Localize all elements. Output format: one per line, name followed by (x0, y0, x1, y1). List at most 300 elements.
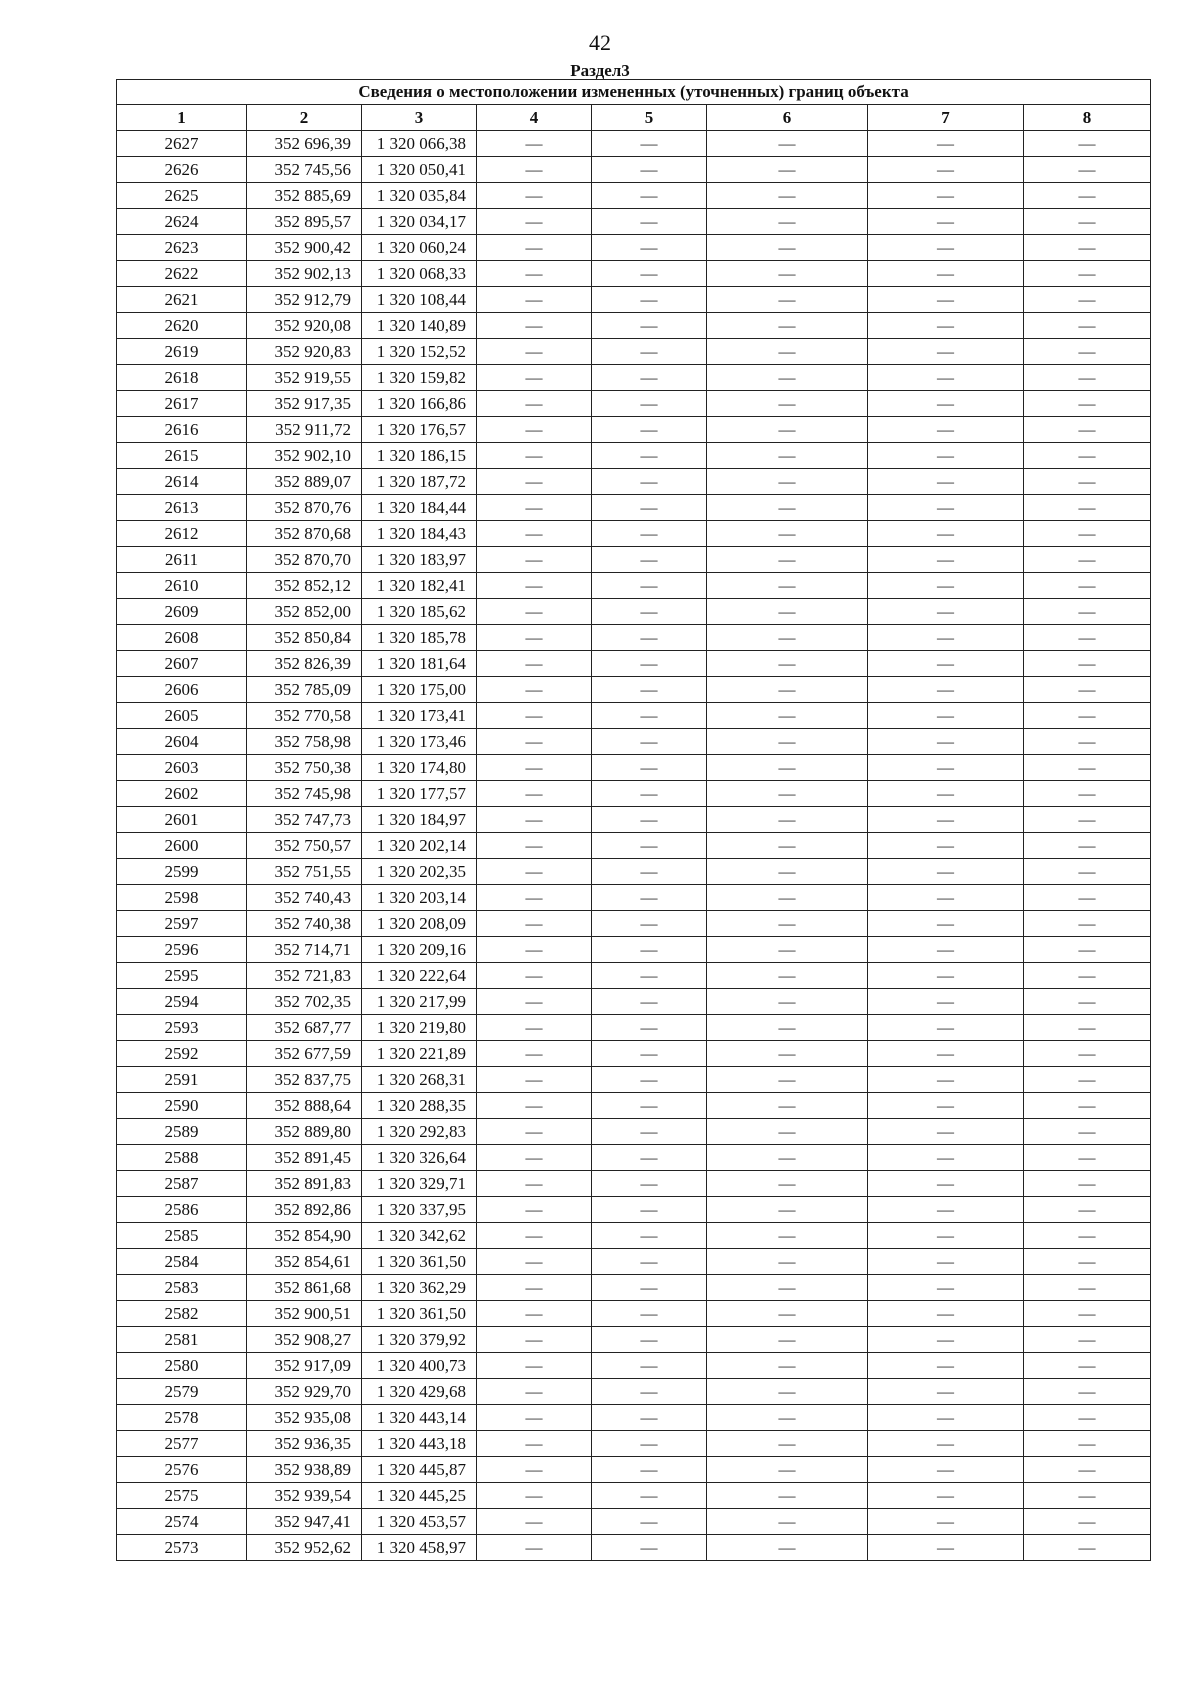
page-number: 42 (589, 30, 611, 55)
empty-cell: — (477, 235, 592, 261)
empty-cell: — (1024, 781, 1151, 807)
empty-cell: — (477, 417, 592, 443)
empty-cell: — (868, 261, 1024, 287)
point-number-cell: 2616 (117, 417, 247, 443)
y-coordinate-cell: 1 320 152,52 (362, 339, 477, 365)
x-coordinate-cell: 352 936,35 (247, 1431, 362, 1457)
point-number-cell: 2604 (117, 729, 247, 755)
empty-cell: — (477, 547, 592, 573)
empty-cell: — (592, 781, 707, 807)
y-coordinate-cell: 1 320 166,86 (362, 391, 477, 417)
empty-cell: — (707, 209, 868, 235)
empty-cell: — (477, 1483, 592, 1509)
x-coordinate-cell: 352 891,83 (247, 1171, 362, 1197)
empty-cell: — (868, 495, 1024, 521)
empty-cell: — (1024, 1483, 1151, 1509)
empty-cell: — (1024, 131, 1151, 157)
y-coordinate-cell: 1 320 184,97 (362, 807, 477, 833)
empty-cell: — (1024, 625, 1151, 651)
empty-cell: — (707, 1145, 868, 1171)
empty-cell: — (592, 365, 707, 391)
empty-cell: — (707, 313, 868, 339)
table-row (117, 807, 1151, 833)
empty-cell: — (868, 469, 1024, 495)
empty-cell: — (592, 755, 707, 781)
empty-cell: — (477, 495, 592, 521)
empty-cell: — (707, 573, 868, 599)
empty-cell: — (1024, 1509, 1151, 1535)
empty-cell: — (868, 807, 1024, 833)
empty-cell: — (1024, 963, 1151, 989)
table-row (117, 1067, 1151, 1093)
x-coordinate-cell: 352 852,00 (247, 599, 362, 625)
empty-cell: — (592, 729, 707, 755)
empty-cell: — (477, 313, 592, 339)
x-coordinate-cell: 352 714,71 (247, 937, 362, 963)
empty-cell: — (592, 937, 707, 963)
point-number-cell: 2592 (117, 1041, 247, 1067)
empty-cell: — (592, 859, 707, 885)
table-row (117, 1249, 1151, 1275)
empty-cell: — (1024, 1301, 1151, 1327)
empty-cell: — (477, 1327, 592, 1353)
empty-cell: — (868, 963, 1024, 989)
empty-cell: — (707, 547, 868, 573)
empty-cell: — (707, 443, 868, 469)
column-header: 4 (477, 105, 592, 131)
table-row (117, 495, 1151, 521)
y-coordinate-cell: 1 320 326,64 (362, 1145, 477, 1171)
empty-cell: — (868, 703, 1024, 729)
empty-cell: — (592, 313, 707, 339)
empty-cell: — (707, 1457, 868, 1483)
empty-cell: — (707, 729, 868, 755)
empty-cell: — (1024, 1041, 1151, 1067)
point-number-cell: 2605 (117, 703, 247, 729)
empty-cell: — (868, 1171, 1024, 1197)
empty-cell: — (477, 937, 592, 963)
empty-cell: — (707, 287, 868, 313)
empty-cell: — (1024, 469, 1151, 495)
point-number-cell: 2576 (117, 1457, 247, 1483)
x-coordinate-cell: 352 902,13 (247, 261, 362, 287)
point-number-cell: 2608 (117, 625, 247, 651)
y-coordinate-cell: 1 320 221,89 (362, 1041, 477, 1067)
empty-cell: — (707, 1223, 868, 1249)
empty-cell: — (868, 911, 1024, 937)
empty-cell: — (477, 807, 592, 833)
empty-cell: — (592, 1067, 707, 1093)
y-coordinate-cell: 1 320 183,97 (362, 547, 477, 573)
empty-cell: — (707, 963, 868, 989)
empty-cell: — (707, 911, 868, 937)
empty-cell: — (707, 599, 868, 625)
x-coordinate-cell: 352 917,35 (247, 391, 362, 417)
x-coordinate-cell: 352 870,76 (247, 495, 362, 521)
x-coordinate-cell: 352 870,70 (247, 547, 362, 573)
table-row (117, 1457, 1151, 1483)
table-row (117, 1509, 1151, 1535)
empty-cell: — (592, 1431, 707, 1457)
empty-cell: — (868, 1379, 1024, 1405)
table-row (117, 599, 1151, 625)
x-coordinate-cell: 352 889,07 (247, 469, 362, 495)
empty-cell: — (868, 859, 1024, 885)
empty-cell: — (477, 1249, 592, 1275)
table-row (117, 1145, 1151, 1171)
empty-cell: — (592, 1145, 707, 1171)
point-number-cell: 2591 (117, 1067, 247, 1093)
empty-cell: — (1024, 1275, 1151, 1301)
empty-cell: — (477, 287, 592, 313)
empty-cell: — (868, 1275, 1024, 1301)
empty-cell: — (707, 1249, 868, 1275)
empty-cell: — (868, 1067, 1024, 1093)
y-coordinate-cell: 1 320 181,64 (362, 651, 477, 677)
y-coordinate-cell: 1 320 060,24 (362, 235, 477, 261)
x-coordinate-cell: 352 938,89 (247, 1457, 362, 1483)
point-number-cell: 2601 (117, 807, 247, 833)
empty-cell: — (477, 859, 592, 885)
empty-cell: — (592, 469, 707, 495)
y-coordinate-cell: 1 320 173,41 (362, 703, 477, 729)
point-number-cell: 2573 (117, 1535, 247, 1561)
table-row (117, 469, 1151, 495)
point-number-cell: 2595 (117, 963, 247, 989)
empty-cell: — (1024, 677, 1151, 703)
empty-cell: — (868, 937, 1024, 963)
table-row (117, 963, 1151, 989)
empty-cell: — (592, 131, 707, 157)
empty-cell: — (707, 1379, 868, 1405)
empty-cell: — (592, 1353, 707, 1379)
empty-cell: — (1024, 313, 1151, 339)
empty-cell: — (592, 1223, 707, 1249)
table-row (117, 417, 1151, 443)
empty-cell: — (592, 261, 707, 287)
empty-cell: — (592, 599, 707, 625)
empty-cell: — (1024, 1093, 1151, 1119)
empty-cell: — (477, 1509, 592, 1535)
table-row (117, 729, 1151, 755)
empty-cell: — (707, 157, 868, 183)
empty-cell: — (592, 573, 707, 599)
empty-cell: — (707, 1093, 868, 1119)
empty-cell: — (1024, 599, 1151, 625)
empty-cell: — (477, 1067, 592, 1093)
point-number-cell: 2582 (117, 1301, 247, 1327)
x-coordinate-cell: 352 785,09 (247, 677, 362, 703)
empty-cell: — (868, 599, 1024, 625)
empty-cell: — (868, 1249, 1024, 1275)
empty-cell: — (592, 287, 707, 313)
y-coordinate-cell: 1 320 453,57 (362, 1509, 477, 1535)
empty-cell: — (477, 261, 592, 287)
point-number-cell: 2583 (117, 1275, 247, 1301)
x-coordinate-cell: 352 908,27 (247, 1327, 362, 1353)
column-header: 1 (117, 105, 247, 131)
y-coordinate-cell: 1 320 202,14 (362, 833, 477, 859)
empty-cell: — (477, 1015, 592, 1041)
table-row (117, 287, 1151, 313)
y-coordinate-cell: 1 320 175,00 (362, 677, 477, 703)
x-coordinate-cell: 352 929,70 (247, 1379, 362, 1405)
empty-cell: — (1024, 911, 1151, 937)
point-number-cell: 2593 (117, 1015, 247, 1041)
x-coordinate-cell: 352 747,73 (247, 807, 362, 833)
empty-cell: — (707, 1535, 868, 1561)
table-row (117, 1405, 1151, 1431)
empty-cell: — (477, 833, 592, 859)
y-coordinate-cell: 1 320 177,57 (362, 781, 477, 807)
empty-cell: — (707, 677, 868, 703)
y-coordinate-cell: 1 320 176,57 (362, 417, 477, 443)
empty-cell: — (868, 209, 1024, 235)
empty-cell: — (868, 1093, 1024, 1119)
table-row (117, 859, 1151, 885)
empty-cell: — (592, 235, 707, 261)
point-number-cell: 2575 (117, 1483, 247, 1509)
y-coordinate-cell: 1 320 066,38 (362, 131, 477, 157)
empty-cell: — (592, 521, 707, 547)
table-row (117, 1379, 1151, 1405)
empty-cell: — (707, 391, 868, 417)
y-coordinate-cell: 1 320 429,68 (362, 1379, 477, 1405)
y-coordinate-cell: 1 320 184,43 (362, 521, 477, 547)
x-coordinate-cell: 352 740,38 (247, 911, 362, 937)
empty-cell: — (1024, 651, 1151, 677)
column-header: 2 (247, 105, 362, 131)
point-number-cell: 2596 (117, 937, 247, 963)
empty-cell: — (1024, 1171, 1151, 1197)
empty-cell: — (1024, 1431, 1151, 1457)
empty-cell: — (868, 573, 1024, 599)
table-body (117, 131, 1151, 1561)
x-coordinate-cell: 352 837,75 (247, 1067, 362, 1093)
table-row (117, 521, 1151, 547)
point-number-cell: 2577 (117, 1431, 247, 1457)
empty-cell: — (1024, 417, 1151, 443)
y-coordinate-cell: 1 320 362,29 (362, 1275, 477, 1301)
empty-cell: — (1024, 261, 1151, 287)
table-row (117, 1301, 1151, 1327)
empty-cell: — (1024, 1379, 1151, 1405)
empty-cell: — (592, 625, 707, 651)
empty-cell: — (707, 365, 868, 391)
point-number-cell: 2578 (117, 1405, 247, 1431)
empty-cell: — (707, 885, 868, 911)
empty-cell: — (707, 625, 868, 651)
empty-cell: — (477, 443, 592, 469)
point-number-cell: 2580 (117, 1353, 247, 1379)
table-row (117, 313, 1151, 339)
table-row (117, 1223, 1151, 1249)
empty-cell: — (868, 781, 1024, 807)
empty-cell: — (1024, 1249, 1151, 1275)
table-row (117, 651, 1151, 677)
empty-cell: — (868, 183, 1024, 209)
empty-cell: — (592, 1119, 707, 1145)
empty-cell: — (707, 1327, 868, 1353)
empty-cell: — (707, 833, 868, 859)
table-row (117, 1015, 1151, 1041)
empty-cell: — (707, 1119, 868, 1145)
empty-cell: — (1024, 937, 1151, 963)
empty-cell: — (592, 443, 707, 469)
empty-cell: — (707, 469, 868, 495)
point-number-cell: 2613 (117, 495, 247, 521)
empty-cell: — (707, 495, 868, 521)
y-coordinate-cell: 1 320 361,50 (362, 1301, 477, 1327)
empty-cell: — (1024, 339, 1151, 365)
empty-cell: — (1024, 1457, 1151, 1483)
y-coordinate-cell: 1 320 222,64 (362, 963, 477, 989)
point-number-cell: 2624 (117, 209, 247, 235)
empty-cell: — (707, 781, 868, 807)
point-number-cell: 2589 (117, 1119, 247, 1145)
x-coordinate-cell: 352 947,41 (247, 1509, 362, 1535)
x-coordinate-cell: 352 721,83 (247, 963, 362, 989)
empty-cell: — (1024, 443, 1151, 469)
table-row (117, 183, 1151, 209)
point-number-cell: 2585 (117, 1223, 247, 1249)
point-number-cell: 2621 (117, 287, 247, 313)
table-caption: Сведения о местоположении измененных (уточненных) границ объекта (117, 80, 1151, 105)
table-row (117, 1041, 1151, 1067)
point-number-cell: 2579 (117, 1379, 247, 1405)
empty-cell: — (477, 365, 592, 391)
empty-cell: — (592, 651, 707, 677)
empty-cell: — (868, 131, 1024, 157)
empty-cell: — (1024, 573, 1151, 599)
column-header: 3 (362, 105, 477, 131)
empty-cell: — (477, 521, 592, 547)
empty-cell: — (868, 391, 1024, 417)
empty-cell: — (868, 157, 1024, 183)
y-coordinate-cell: 1 320 186,15 (362, 443, 477, 469)
empty-cell: — (592, 677, 707, 703)
table-row (117, 391, 1151, 417)
empty-cell: — (477, 651, 592, 677)
point-number-cell: 2586 (117, 1197, 247, 1223)
coordinates-table (116, 79, 1151, 1561)
empty-cell: — (707, 1353, 868, 1379)
empty-cell: — (592, 391, 707, 417)
y-coordinate-cell: 1 320 203,14 (362, 885, 477, 911)
empty-cell: — (1024, 1223, 1151, 1249)
empty-cell: — (592, 911, 707, 937)
y-coordinate-cell: 1 320 337,95 (362, 1197, 477, 1223)
x-coordinate-cell: 352 911,72 (247, 417, 362, 443)
table-row (117, 1197, 1151, 1223)
empty-cell: — (592, 833, 707, 859)
empty-cell: — (1024, 183, 1151, 209)
y-coordinate-cell: 1 320 379,92 (362, 1327, 477, 1353)
table-row (117, 937, 1151, 963)
empty-cell: — (592, 1405, 707, 1431)
y-coordinate-cell: 1 320 329,71 (362, 1171, 477, 1197)
empty-cell: — (707, 703, 868, 729)
point-number-cell: 2609 (117, 599, 247, 625)
x-coordinate-cell: 352 861,68 (247, 1275, 362, 1301)
empty-cell: — (1024, 1353, 1151, 1379)
table-row (117, 209, 1151, 235)
empty-cell: — (1024, 1197, 1151, 1223)
empty-cell: — (477, 469, 592, 495)
empty-cell: — (868, 1223, 1024, 1249)
empty-cell: — (477, 183, 592, 209)
table-row (117, 1535, 1151, 1561)
empty-cell: — (592, 1249, 707, 1275)
point-number-cell: 2599 (117, 859, 247, 885)
x-coordinate-cell: 352 919,55 (247, 365, 362, 391)
empty-cell: — (1024, 989, 1151, 1015)
empty-cell: — (477, 1145, 592, 1171)
x-coordinate-cell: 352 751,55 (247, 859, 362, 885)
point-number-cell: 2614 (117, 469, 247, 495)
x-coordinate-cell: 352 900,42 (247, 235, 362, 261)
table-row (117, 261, 1151, 287)
point-number-cell: 2611 (117, 547, 247, 573)
y-coordinate-cell: 1 320 292,83 (362, 1119, 477, 1145)
point-number-cell: 2587 (117, 1171, 247, 1197)
point-number-cell: 2594 (117, 989, 247, 1015)
table-row (117, 781, 1151, 807)
empty-cell: — (592, 703, 707, 729)
empty-cell: — (868, 1301, 1024, 1327)
y-coordinate-cell: 1 320 202,35 (362, 859, 477, 885)
empty-cell: — (1024, 885, 1151, 911)
empty-cell: — (868, 1327, 1024, 1353)
y-coordinate-cell: 1 320 140,89 (362, 313, 477, 339)
empty-cell: — (868, 1509, 1024, 1535)
empty-cell: — (707, 261, 868, 287)
x-coordinate-cell: 352 902,10 (247, 443, 362, 469)
empty-cell: — (868, 1431, 1024, 1457)
empty-cell: — (477, 703, 592, 729)
empty-cell: — (592, 1535, 707, 1561)
empty-cell: — (707, 1483, 868, 1509)
y-coordinate-cell: 1 320 208,09 (362, 911, 477, 937)
empty-cell: — (477, 1431, 592, 1457)
table-row (117, 443, 1151, 469)
table-row (117, 885, 1151, 911)
empty-cell: — (592, 417, 707, 443)
table-row (117, 911, 1151, 937)
y-coordinate-cell: 1 320 361,50 (362, 1249, 477, 1275)
empty-cell: — (1024, 1535, 1151, 1561)
y-coordinate-cell: 1 320 050,41 (362, 157, 477, 183)
y-coordinate-cell: 1 320 159,82 (362, 365, 477, 391)
empty-cell: — (707, 131, 868, 157)
empty-cell: — (707, 183, 868, 209)
empty-cell: — (477, 1223, 592, 1249)
empty-cell: — (592, 1171, 707, 1197)
column-header: 5 (592, 105, 707, 131)
x-coordinate-cell: 352 687,77 (247, 1015, 362, 1041)
empty-cell: — (592, 547, 707, 573)
point-number-cell: 2625 (117, 183, 247, 209)
empty-cell: — (477, 1405, 592, 1431)
empty-cell: — (592, 1509, 707, 1535)
y-coordinate-cell: 1 320 443,18 (362, 1431, 477, 1457)
empty-cell: — (868, 755, 1024, 781)
empty-cell: — (707, 937, 868, 963)
empty-cell: — (707, 1301, 868, 1327)
x-coordinate-cell: 352 889,80 (247, 1119, 362, 1145)
empty-cell: — (1024, 365, 1151, 391)
point-number-cell: 2606 (117, 677, 247, 703)
